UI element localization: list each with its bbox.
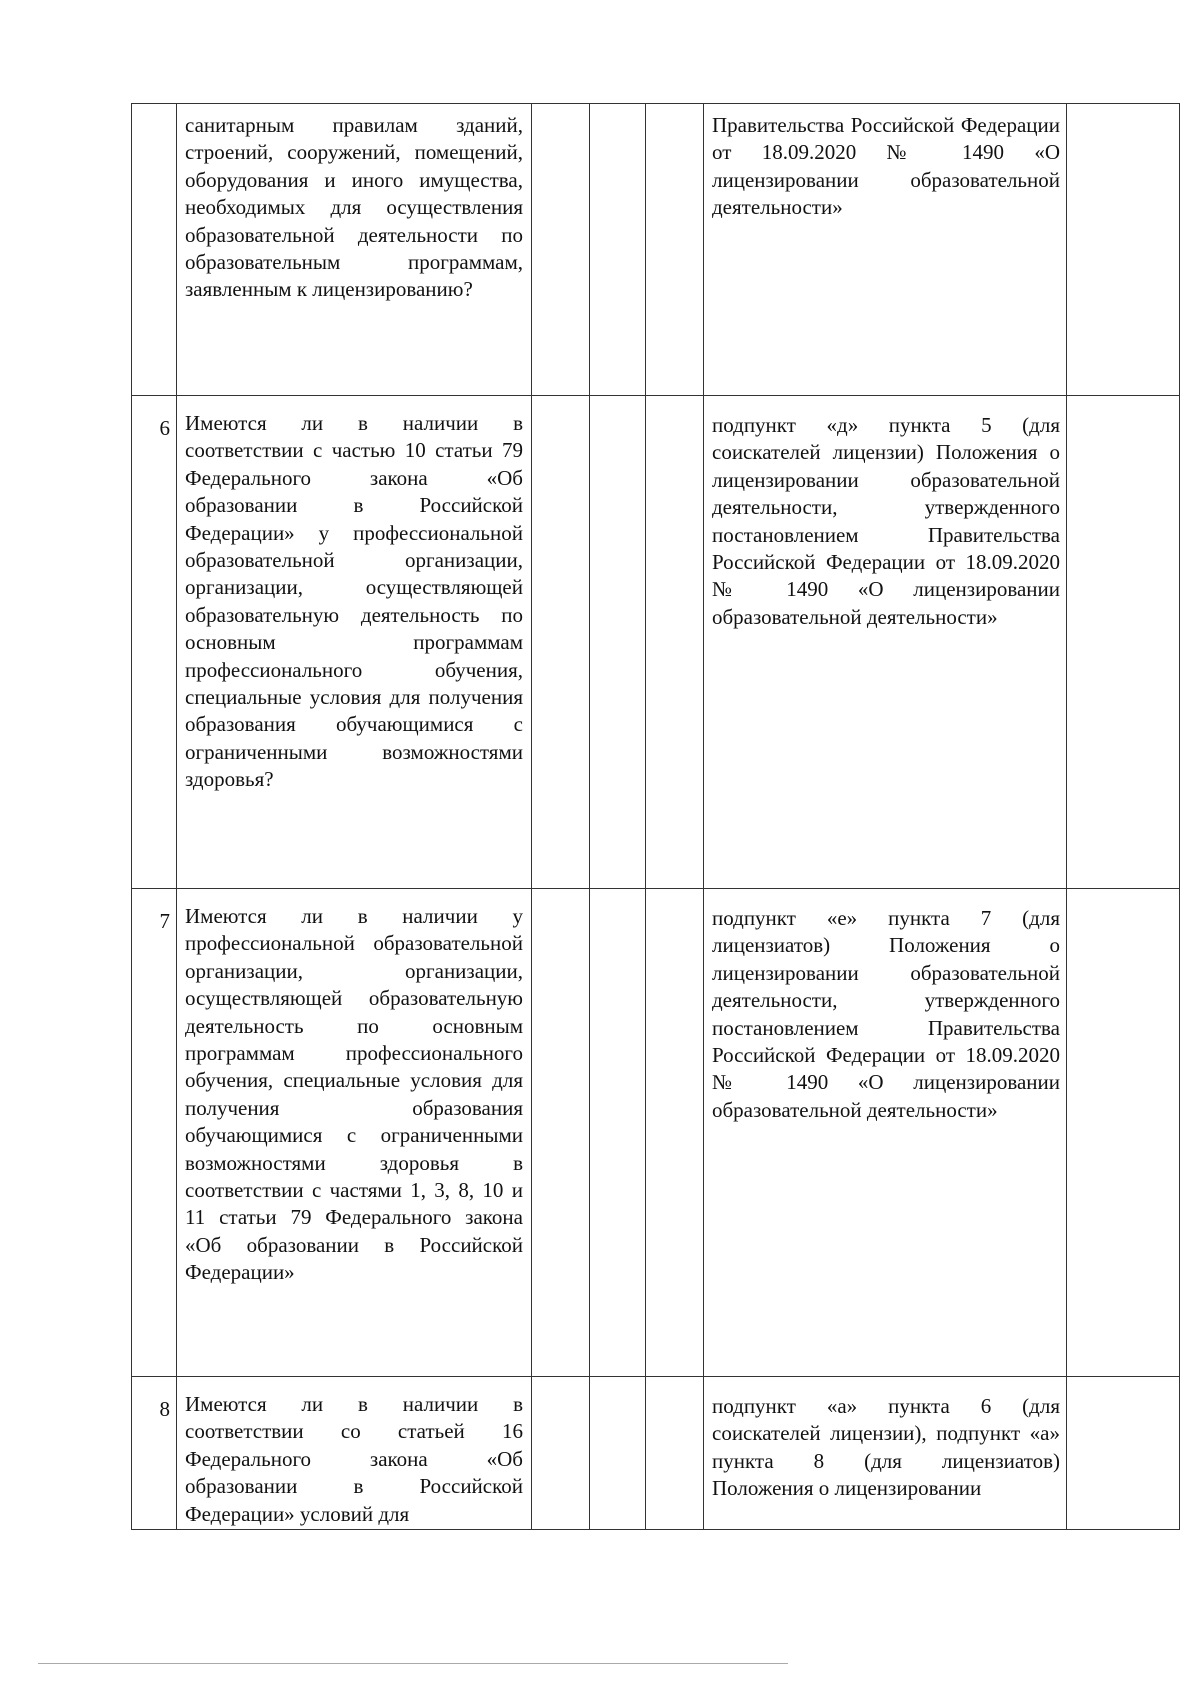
reference-cell: подпункт «е» пункта 7 (для лицензиатов) Положения о лицензировании образовательной деятельности, утвержденного постановлением Правительства Российской Федерации от 18.09.2020 № 1490 «О лицензировании образовательной деятельности» [704, 889, 1067, 1377]
answer-yes-cell [532, 396, 590, 889]
question-cell: Имеются ли в наличии у профессиональной образовательной организации, организации, осуществляющей образовательную деятельность по основным программам профессионального обучения, специальные условия для получения образования обучающимися с ограниченными возможностями здоровья в соответствии с частями 1, 3, 8, 10 и 11 статьи 79 Федерального закона «Об образовании в Российской Федерации» [177, 889, 532, 1377]
notes-cell [1067, 889, 1180, 1377]
checklist-table [131, 103, 1180, 1530]
answer-no-cell [590, 889, 646, 1377]
answer-yes-cell [532, 1377, 590, 1530]
question-cell: Имеются ли в наличии в соответствии с частью 10 статьи 79 Федерального закона «Об образовании в Российской Федерации» у профессиональной образовательной организации, организации, осуществляющей образовательную деятельность по основным программам профессионального обучения, специальные условия для получения образования обучающимися с ограниченными возможностями здоровья? [177, 396, 532, 889]
table-row [132, 104, 1180, 396]
question-cell: Имеются ли в наличии в соответствии со статьей 16 Федерального закона «Об образовании в Российской Федерации» условий для [177, 1377, 532, 1530]
row-number: 8 [132, 1377, 177, 1530]
reference-cell: подпункт «а» пункта 6 (для соискателей лицензии), подпункт «а» пункта 8 (для лицензиатов) Положения о лицензировании [704, 1377, 1067, 1530]
notes-cell [1067, 1377, 1180, 1530]
answer-na-cell [646, 396, 704, 889]
row-number [132, 104, 177, 396]
answer-na-cell [646, 1377, 704, 1530]
answer-no-cell [590, 1377, 646, 1530]
answer-na-cell [646, 104, 704, 396]
row-number: 7 [132, 889, 177, 1377]
answer-yes-cell [532, 104, 590, 396]
table-row [132, 1377, 1180, 1530]
table-row [132, 889, 1180, 1377]
row-number: 6 [132, 396, 177, 889]
answer-na-cell [646, 889, 704, 1377]
answer-yes-cell [532, 889, 590, 1377]
answer-no-cell [590, 396, 646, 889]
answer-no-cell [590, 104, 646, 396]
footer-divider [38, 1663, 788, 1664]
table-row [132, 396, 1180, 889]
reference-cell: подпункт «д» пункта 5 (для соискателей лицензии) Положения о лицензировании образовательной деятельности, утвержденного постановлением Правительства Российской Федерации от 18.09.2020 № 1490 «О лицензировании образовательной деятельности» [704, 396, 1067, 889]
notes-cell [1067, 104, 1180, 396]
reference-cell: Правительства Российской Федерации от 18.09.2020 № 1490 «О лицензировании образовательной деятельности» [704, 104, 1067, 396]
question-cell: санитарным правилам зданий, строений, сооружений, помещений, оборудования и иного имущества, необходимых для осуществления образовательной деятельности по образовательным программам, заявленным к лицензированию? [177, 104, 532, 396]
notes-cell [1067, 396, 1180, 889]
